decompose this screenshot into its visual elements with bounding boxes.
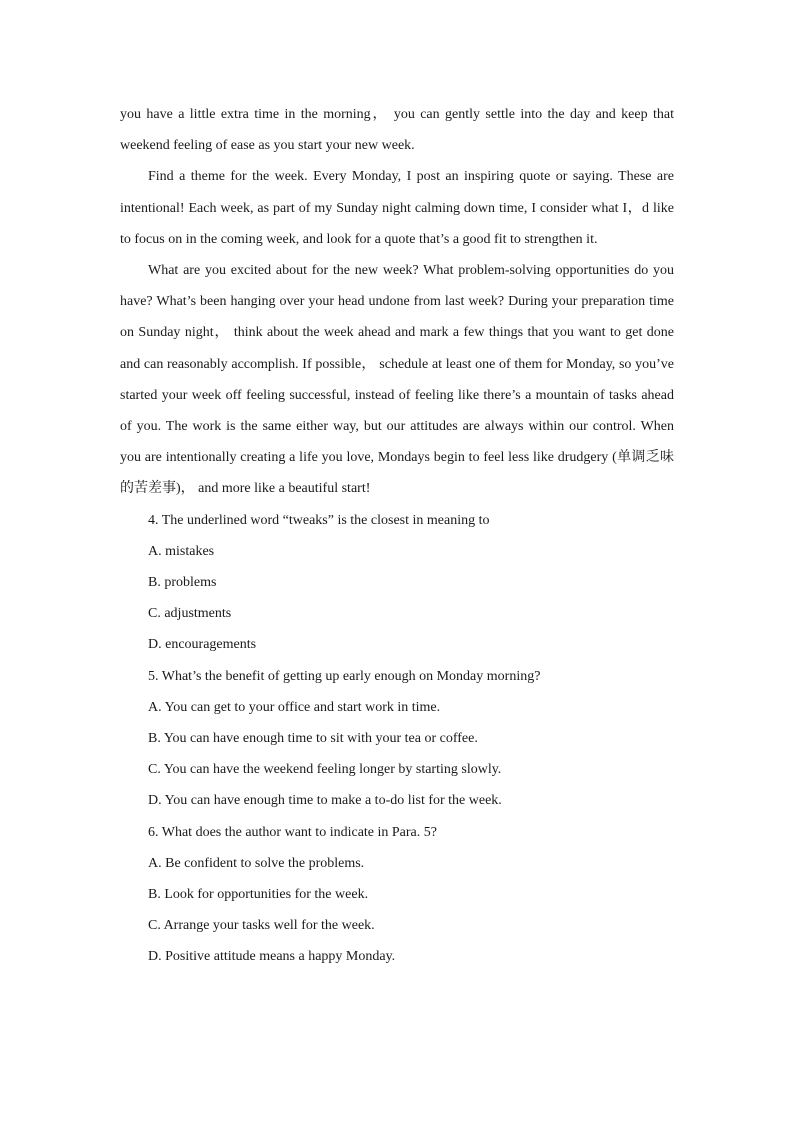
- answer-option: C. You can have the weekend feeling longer by starting slowly.: [148, 762, 502, 778]
- answer-option: C. Arrange your tasks well for the week.: [148, 918, 375, 934]
- question-4: [120, 505, 674, 661]
- answer-option: C. adjustments: [148, 606, 232, 622]
- answer-option: B. You can have enough time to sit with your tea or coffee.: [148, 731, 478, 747]
- answer-option: D. Positive attitude means a happy Monday.: [148, 949, 396, 965]
- answer-option: A. mistakes: [148, 543, 215, 559]
- question-5: [120, 661, 674, 817]
- answer-option: D. You can have enough time to make a to-do list for the week.: [148, 793, 502, 809]
- answer-option: A. You can get to your office and start work in time.: [148, 699, 441, 715]
- answer-option: B. Look for opportunities for the week.: [148, 887, 369, 903]
- answer-option: B. problems: [148, 575, 217, 591]
- document-body: [120, 99, 674, 973]
- question-stem: 5. What’s the benefit of getting up early enough on Monday morning?: [148, 668, 541, 684]
- passage-paragraph-2: Find a theme for the week. Every Monday, I post an inspiring quote or saying. These are intentional! Each week, as part of my Sunday night calming down time, I consider what I，d like to focus on in the coming week, and look for a quote that’s a good fit to strengthen it.: [120, 169, 674, 247]
- answer-option: A. Be confident to solve the problems.: [148, 855, 365, 871]
- question-stem: 6. What does the author want to indicate in Para. 5?: [148, 824, 437, 840]
- question-stem: 4. The underlined word “tweaks” is the closest in meaning to: [148, 512, 490, 528]
- passage-paragraph-1: you have a little extra time in the morning， you can gently settle into the day and keep that weekend feeling of ease as you start your new week.: [120, 107, 674, 154]
- question-6: [120, 817, 674, 973]
- passage-paragraph-3: What are you excited about for the new week? What problem-solving opportunities do you have? What’s been hanging over your head undone from last week? During your preparation time on Sunday night， think about the week ahead and mark a few things that you want to get done and can reasonably accomplish. If possible， schedule at least one of them for Monday, so you’ve started your week off feeling successful, instead of feeling like there’s a mountain of tasks ahead of you. The work is the same either way, but our attitudes are always within our control. When you are intentionally creating a life you love, Mondays begin to feel less like drudgery (单调乏味的苦差事)， and more like a beautiful start!: [120, 263, 674, 497]
- answer-option: D. encouragements: [148, 637, 257, 653]
